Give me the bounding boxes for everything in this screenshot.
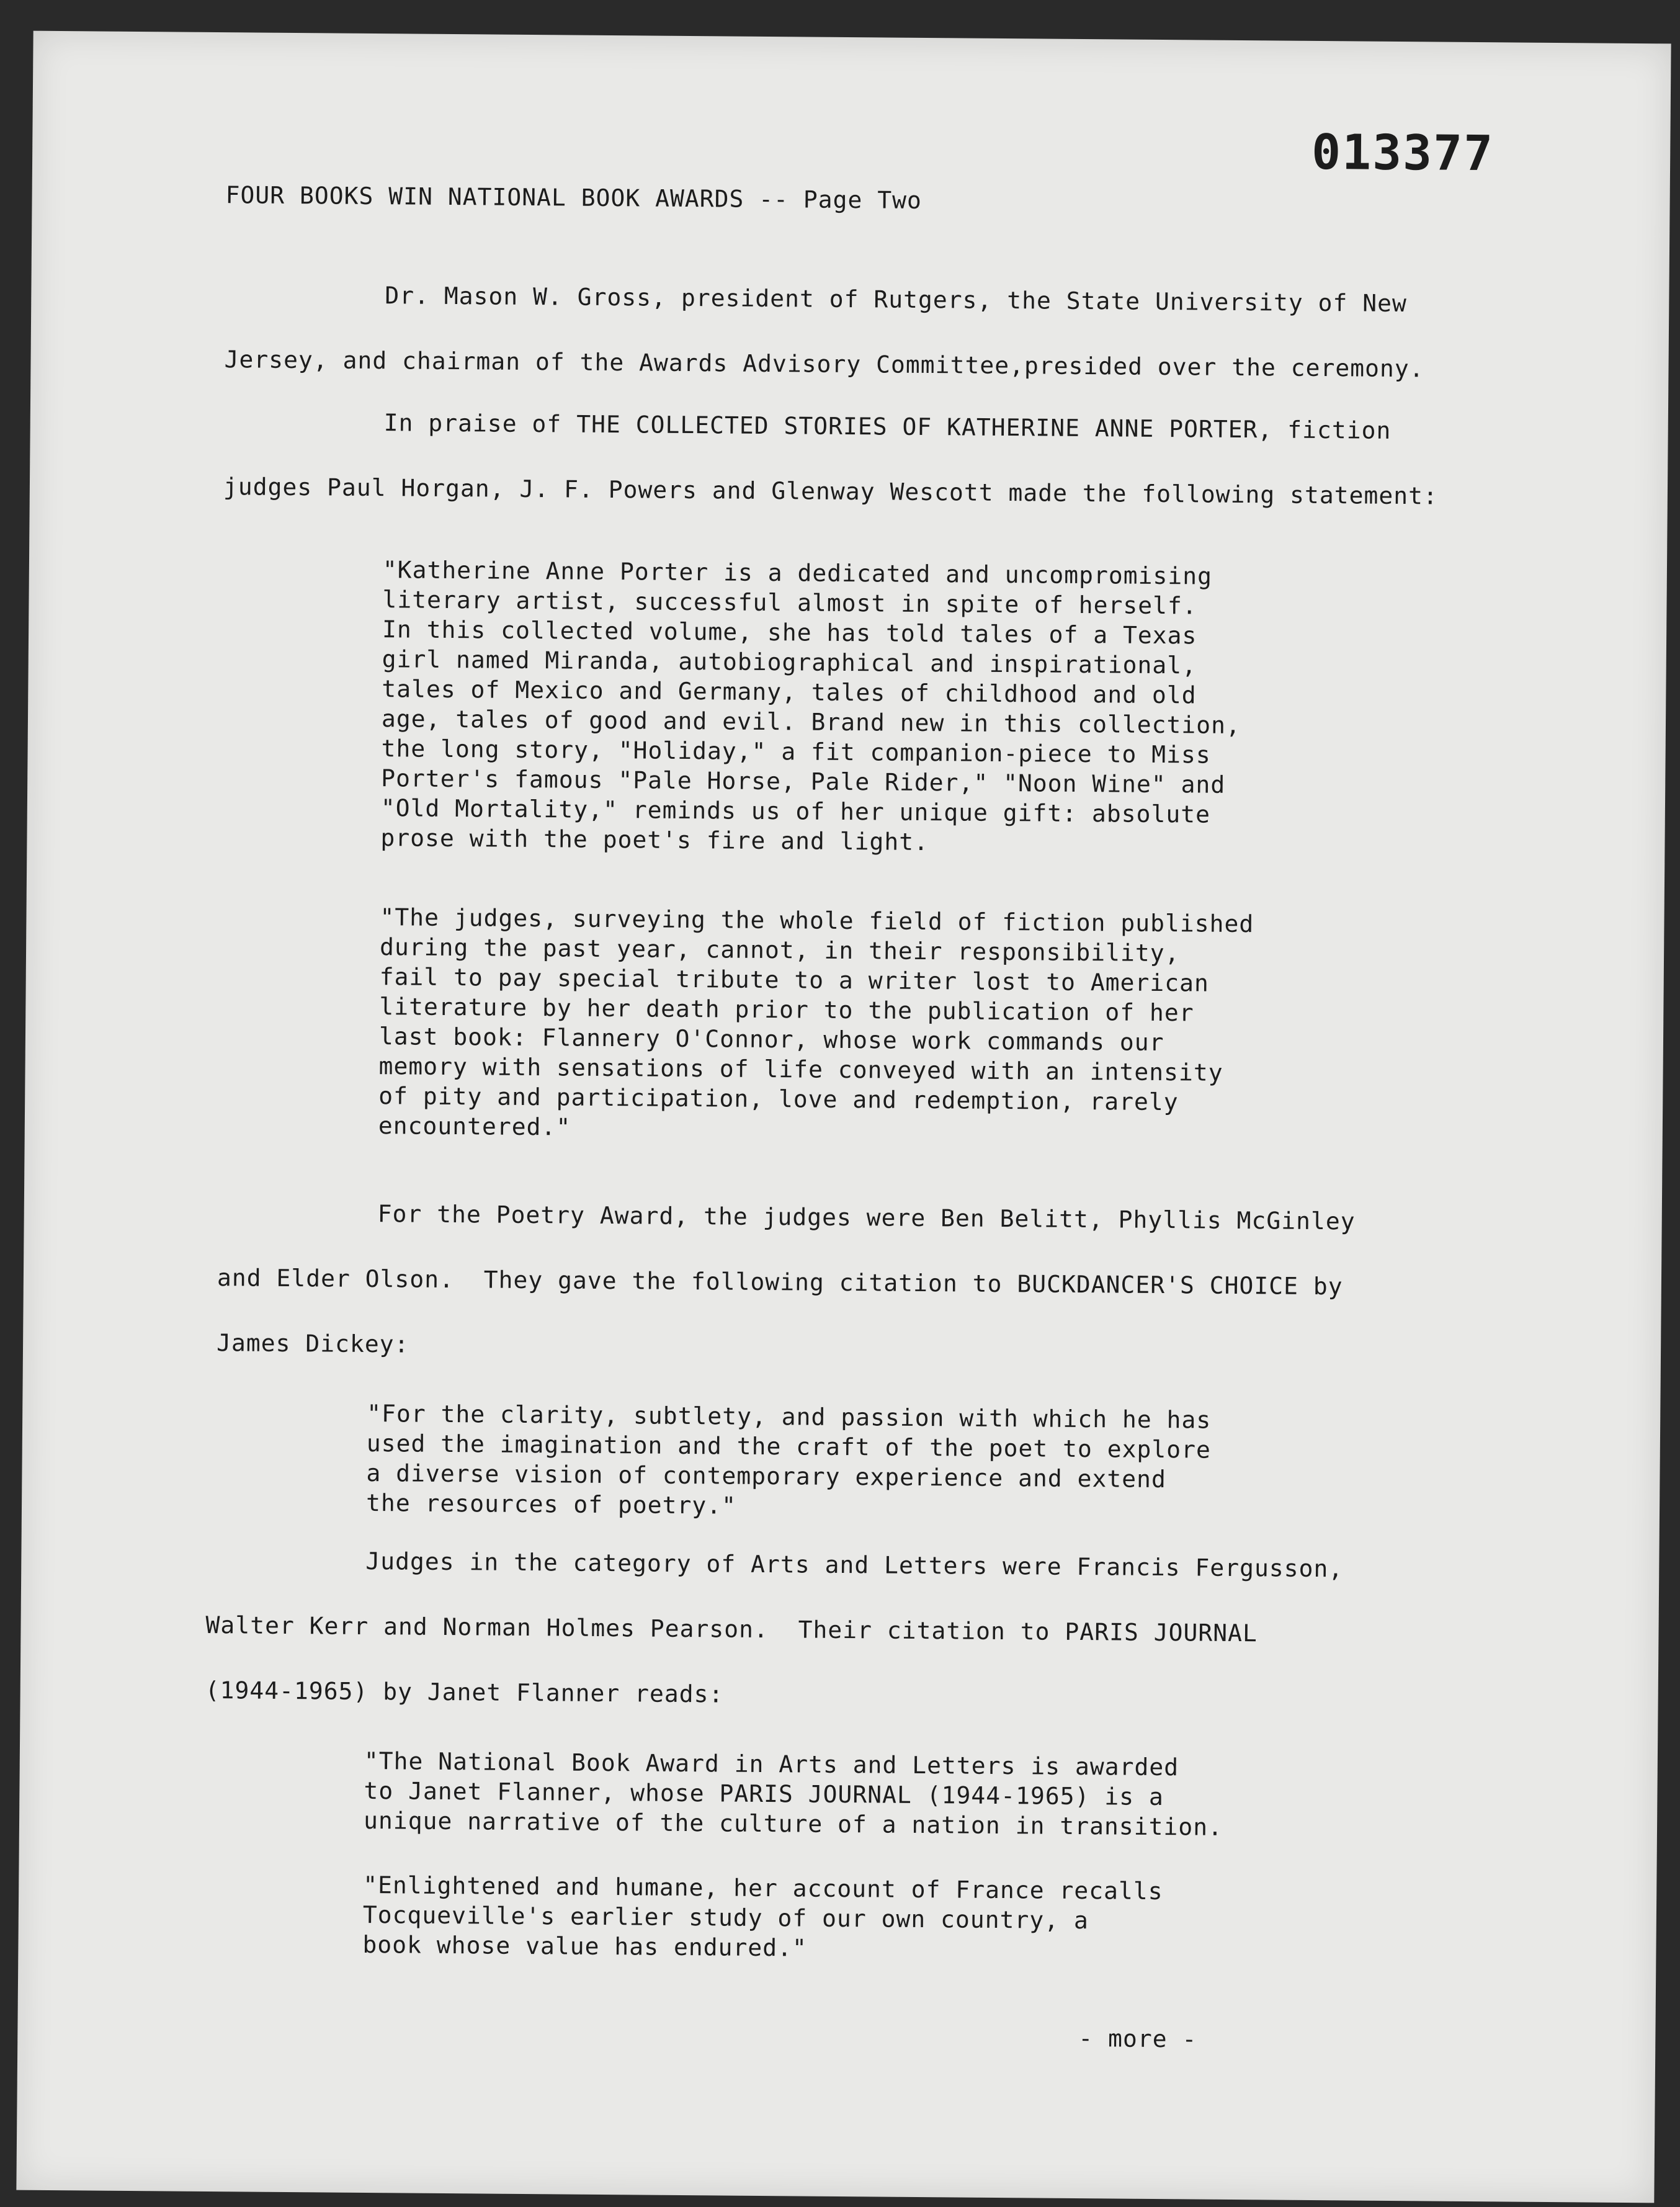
paragraph-line: For the Poetry Award, the judges were Ben Belitt, Phyllis McGinley: [377, 1200, 1356, 1235]
paragraph-line: James Dickey:: [216, 1329, 409, 1358]
paragraph-line: (1944-1965) by Janet Flanner reads:: [205, 1676, 724, 1708]
paragraph-line: Walter Kerr and Norman Holmes Pearson. Their citation to PARIS JOURNAL: [205, 1611, 1258, 1647]
flanner-citation-2: "Enlightened and humane, her account of France recalls Tocqueville's earlier study of our own country, a book whose value has endured.": [362, 1871, 1163, 1962]
paragraph-line: Jersey, and chairman of the Awards Advisory Committee,presided over the ceremony.: [224, 346, 1424, 383]
judges-oconnor-quote: "The judges, surveying the whole field of fiction published during the past year, cannot, in their responsibility, fail to pay special tribute to a writer lost to American literature by her death prior to the publication of her last book: Flannery O'Connor, whose work commands our memory with sensations of life conveyed with an intensity of pity and participation, love and redemption, rarely encountered.": [378, 903, 1254, 1141]
document-number: 013377: [1311, 124, 1495, 182]
flanner-citation-1: "The National Book Award in Arts and Letters is awarded to Janet Flanner, whose PARIS JOURNAL (1944-1965) is a unique narrative of the culture of a nation in transition.: [363, 1747, 1223, 1841]
dickey-citation: "For the clarity, subtlety, and passion with which he has used the imagination and the craft of the poet to explore a diverse vision of contemporary experience and extend the resources of poetry.": [365, 1399, 1212, 1520]
paragraph-line: Judges in the category of Arts and Letters were Francis Fergusson,: [365, 1547, 1344, 1583]
porter-quote: "Katherine Anne Porter is a dedicated and uncompromising literary artist, successful almost in spite of herself. In this collected volume, she has told tales of a Texas girl named Miranda, autobiographical and inspirational, tales of Mexico and Germany, tales of childhood and old age, tales of good and evil. Brand new in this collection, the long story, "Holiday," a fit companion-piece to Miss Porter's famous "Pale Horse, Pale Rider," "Noon Wine" and "Old Mortality," reminds us of her unique gift: absolute prose with the poet's fire and light.: [380, 556, 1241, 856]
paragraph-line: and Elder Olson. They gave the following citation to BUCKDANCER'S CHOICE by: [217, 1264, 1343, 1300]
paragraph-line: judges Paul Horgan, J. F. Powers and Glenway Wescott made the following statement:: [223, 473, 1439, 510]
paragraph-line: Dr. Mason W. Gross, president of Rutgers, the State University of New: [385, 282, 1408, 318]
document-page: [16, 31, 1671, 2203]
more-indicator: - more -: [1078, 2025, 1197, 2053]
paragraph-line: In praise of THE COLLECTED STORIES OF KATHERINE ANNE PORTER, fiction: [383, 409, 1392, 444]
page-heading: FOUR BOOKS WIN NATIONAL BOOK AWARDS -- Page Two: [225, 181, 923, 214]
